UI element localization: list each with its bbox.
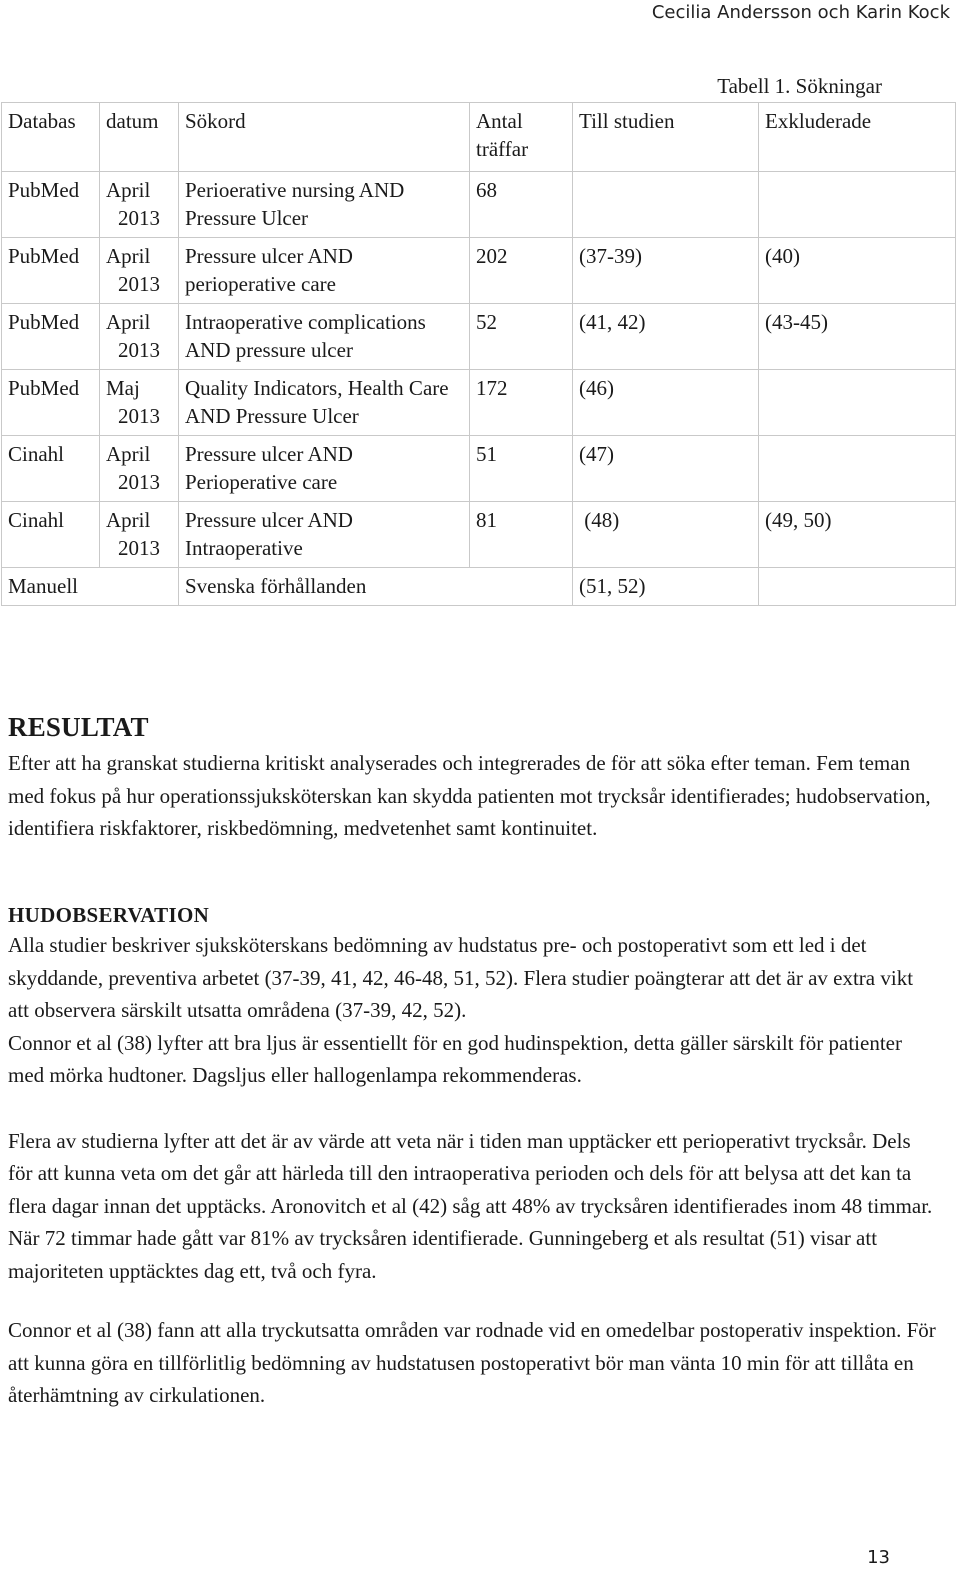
cell-database: PubMed [2, 370, 100, 436]
cell-excluded: (43-45) [759, 304, 956, 370]
cell-included: (37-39) [573, 238, 759, 304]
cell-excluded [759, 172, 956, 238]
cell-included: (46) [573, 370, 759, 436]
cell-search-term: Pressure ulcer AND Perioperative care [179, 436, 470, 502]
column-header-sokord: Sökord [179, 103, 470, 172]
cell-year: 2013 [118, 272, 160, 296]
cell-search-term: Svenska förhållanden [179, 568, 573, 606]
cell-year: 2013 [118, 404, 160, 428]
table-row [2, 172, 956, 238]
hudobservation-paragraph-2: Connor et al (38) lyfter att bra ljus är essentiellt för en god hudinspektion, detta gäller särskilt för patienter med mörka hudtoner. Dagsljus eller hallogenlampa rekommenderas. [8, 1030, 902, 1087]
page-header-author: Cecilia Andersson och Karin Kock [651, 2, 950, 23]
cell-hits: 81 [470, 502, 573, 568]
cell-database: PubMed [2, 304, 100, 370]
column-header-datum: datum [100, 103, 179, 172]
table-row [2, 502, 956, 568]
table-row [2, 238, 956, 304]
cell-date [100, 238, 179, 304]
cell-included: (47) [573, 436, 759, 502]
table-row [2, 370, 956, 436]
cell-search-term: Intraoperative complications AND pressure ulcer [179, 304, 470, 370]
cell-excluded: (40) [759, 238, 956, 304]
table-caption: Tabell 1. Sökningar [717, 74, 882, 98]
cell-year: 2013 [118, 536, 160, 560]
cell-search-term: Quality Indicators, Health Care AND Pressure Ulcer [179, 370, 470, 436]
cell-month: April [106, 310, 151, 334]
cell-year: 2013 [118, 206, 160, 230]
cell-excluded [759, 370, 956, 436]
cell-database: Manuell [2, 568, 179, 606]
cell-date [100, 370, 179, 436]
resultat-section [8, 712, 938, 845]
hudobservation-paragraph-4: Connor et al (38) fann att alla tryckutsatta områden var rodnade vid en omedelbar postoperativ inspektion. För att kunna göra en tillförlitlig bedömning av hudstatusen postoperativt bör man vänta 10 min för att tillåta en återhämtning av cirkulationen. [8, 1318, 936, 1407]
cell-date [100, 502, 179, 568]
hudobservation-section [8, 903, 938, 1412]
cell-month: April [106, 508, 151, 532]
page-number: 13 [867, 1547, 890, 1568]
cell-search-term: Pressure ulcer AND Intraoperative [179, 502, 470, 568]
table-header-row [2, 103, 956, 172]
cell-month: Maj [106, 376, 140, 400]
cell-search-term: Pressure ulcer AND perioperative care [179, 238, 470, 304]
cell-database: Cinahl [2, 502, 100, 568]
hudobservation-paragraph-1: Alla studier beskriver sjuksköterskans bedömning av hudstatus pre- och postoperativt som ett led i det skyddande, preventiva arbetet (37-39, 41, 42, 46-48, 51, 52). Flera studier poängterar att det är av extra vikt att observera särskilt utsatta områdena (37-39, 42, 52). [8, 933, 914, 1022]
hudobservation-heading: HUDOBSERVATION [8, 903, 210, 927]
column-header-till-studien: Till studien [573, 103, 759, 172]
cell-included [573, 172, 759, 238]
hudobservation-paragraph-3: Flera av studierna lyfter att det är av värde att veta när i tiden man upptäcker ett perioperativt trycksår. Dels för att kunna veta om det går att härleda till den intraoperativa perioden och dels för att belysa att det kan ta flera dagar innan det upptäcks. Aronovitch et al (42) såg att 48% av trycksåren identifierades inom 48 timmar. När 72 timmar hade gått var 81% av trycksåren identifierade. Gunningeberg et als resultat (51) visar att majoriteten upptäcktes dag ett, två och fyra. [8, 1128, 933, 1283]
cell-month: April [106, 442, 151, 466]
cell-date [100, 304, 179, 370]
cell-search-term: Perioerative nursing AND Pressure Ulcer [179, 172, 470, 238]
resultat-paragraph: Efter att ha granskat studierna kritiskt analyserades och integrerades de för att söka efter teman. Fem teman med fokus på hur operationssjuksköterskan kan skydda patienten mot trycksår identifierades; hudobservation, identifiera riskfaktorer, riskbedömning, medvetenhet samt kontinuitet. [8, 751, 931, 840]
cell-excluded: (49, 50) [759, 502, 956, 568]
cell-database: Cinahl [2, 436, 100, 502]
cell-excluded [759, 436, 956, 502]
cell-month: April [106, 178, 151, 202]
column-header-exkluderade: Exkluderade [759, 103, 956, 172]
cell-included: (51, 52) [573, 568, 759, 606]
cell-hits: 202 [470, 238, 573, 304]
cell-date [100, 172, 179, 238]
resultat-heading: RESULTAT [8, 712, 149, 742]
cell-hits: 68 [470, 172, 573, 238]
cell-hits: 51 [470, 436, 573, 502]
cell-year: 2013 [118, 470, 160, 494]
table-row [2, 304, 956, 370]
cell-excluded [759, 568, 956, 606]
cell-database: PubMed [2, 238, 100, 304]
cell-year: 2013 [118, 338, 160, 362]
column-header-databas: Databas [2, 103, 100, 172]
cell-hits: 52 [470, 304, 573, 370]
search-table [1, 102, 956, 606]
table-row [2, 436, 956, 502]
cell-included: (48) [573, 502, 759, 568]
cell-hits: 172 [470, 370, 573, 436]
column-header-antal-traffar: Antal träffar [470, 103, 573, 172]
cell-database: PubMed [2, 172, 100, 238]
table-row-manual [2, 568, 956, 606]
cell-month: April [106, 244, 151, 268]
cell-included: (41, 42) [573, 304, 759, 370]
cell-date [100, 436, 179, 502]
